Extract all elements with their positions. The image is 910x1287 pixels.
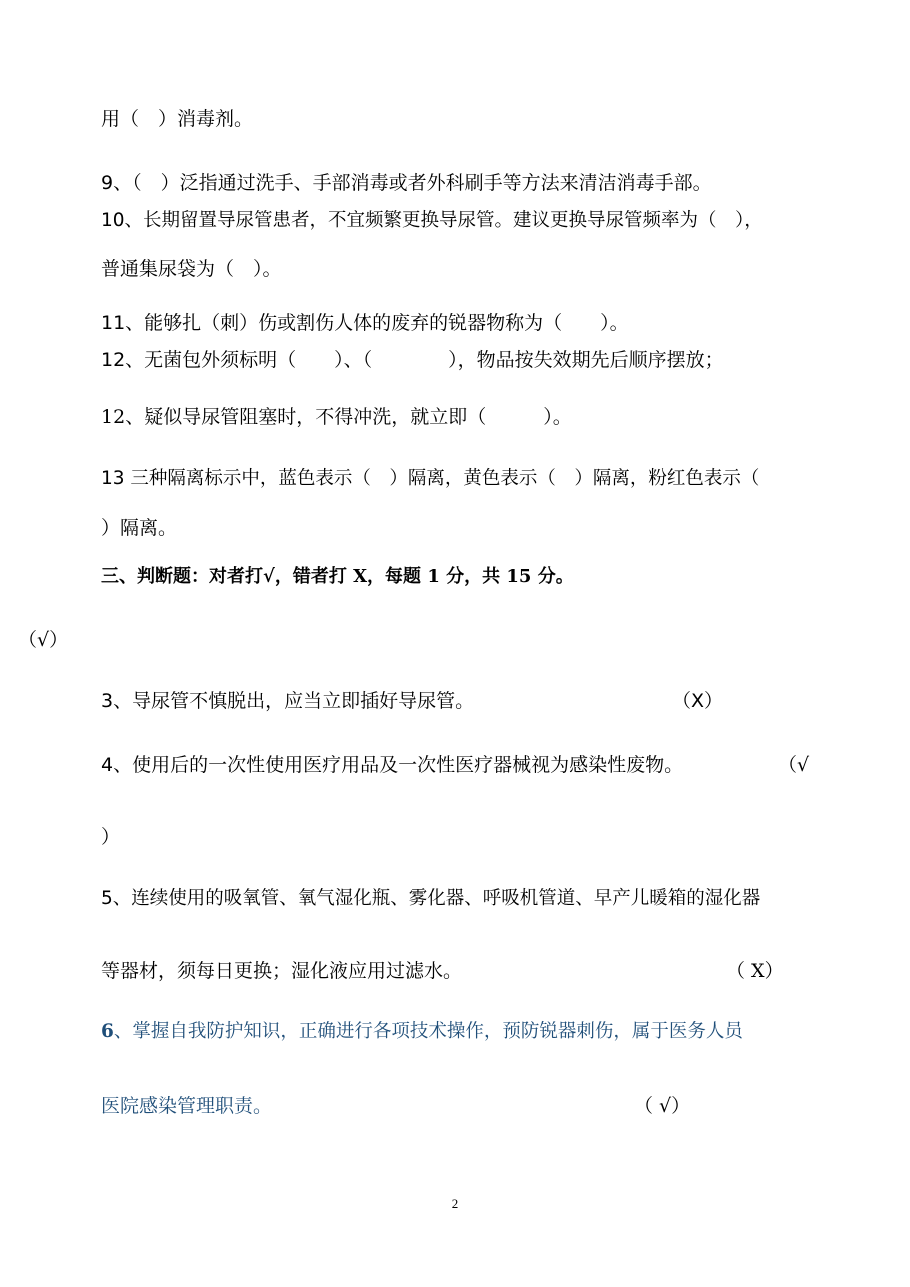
tf-question-4-answer-open: （√ — [778, 754, 810, 776]
tf-question-4-answer-close: ） — [101, 826, 121, 848]
tf-question-3: 3、导尿管不慎脱出，应当立即插好导尿管。 — [101, 690, 475, 712]
section-3-heading: 三、判断题：对者打√，错者打 X，每题 1 分，共 15 分。 — [101, 566, 574, 587]
stray-answer-mark: （√） — [18, 629, 69, 651]
tf-question-6-line-2: 医院感染管理职责。 — [101, 1095, 273, 1117]
question-12b — [101, 404, 572, 430]
tf-question-5-line-2: 等器材，须每日更换；湿化液应用过滤水。 — [101, 960, 463, 982]
tf-question-3-answer: （X） — [672, 690, 724, 712]
question-10-line-2: 普通集尿袋为（ ）。 — [101, 258, 282, 280]
question-9: 9、（ ）泛指通过洗手、手部消毒或者外科刷手等方法来清洁消毒手部。 — [101, 172, 712, 194]
question-12b-number: 12 — [101, 406, 126, 428]
tf-question-6-line-1 — [101, 1019, 743, 1045]
question-10-line-1: 10、长期留置导尿管患者，不宜频繁更换导尿管。建议更换导尿管频率为（ ）， — [101, 210, 763, 231]
tf-question-6-number: 6 — [101, 1021, 114, 1042]
tf-question-6-answer: （ √） — [634, 1095, 691, 1117]
question-11: 11、能够扎（刺）伤或割伤人体的废弃的锐器物称为（ ）。 — [101, 312, 629, 334]
question-13-line-1: 13 三种隔离标示中，蓝色表示（ ）隔离，黄色表示（ ）隔离，粉红色表示（ — [101, 468, 760, 489]
tf-question-5-line-1: 5、连续使用的吸氧管、氧气湿化瓶、雾化器、呼吸机管道、早产儿暖箱的湿化器 — [101, 888, 761, 909]
page-number: 2 — [451, 1196, 459, 1211]
tf-question-4: 4、使用后的一次性使用医疗用品及一次性医疗器械视为感染性废物。 — [101, 754, 684, 776]
question-12a: 12、无菌包外须标明（ ）、（ ），物品按失效期先后顺序摆放； — [101, 349, 724, 371]
tf-question-6-text: 、掌握自我防护知识，正确进行各项技术操作，预防锐器刺伤，属于医务人员 — [113, 1021, 743, 1042]
question-8-continuation: 用（ ）消毒剂。 — [101, 108, 254, 130]
tf-question-5-answer: （ X） — [726, 960, 784, 982]
question-12b-text: 、疑似导尿管阻塞时，不得冲洗，就立即（ ）。 — [125, 406, 572, 428]
question-13-line-2: ）隔离。 — [101, 517, 178, 539]
